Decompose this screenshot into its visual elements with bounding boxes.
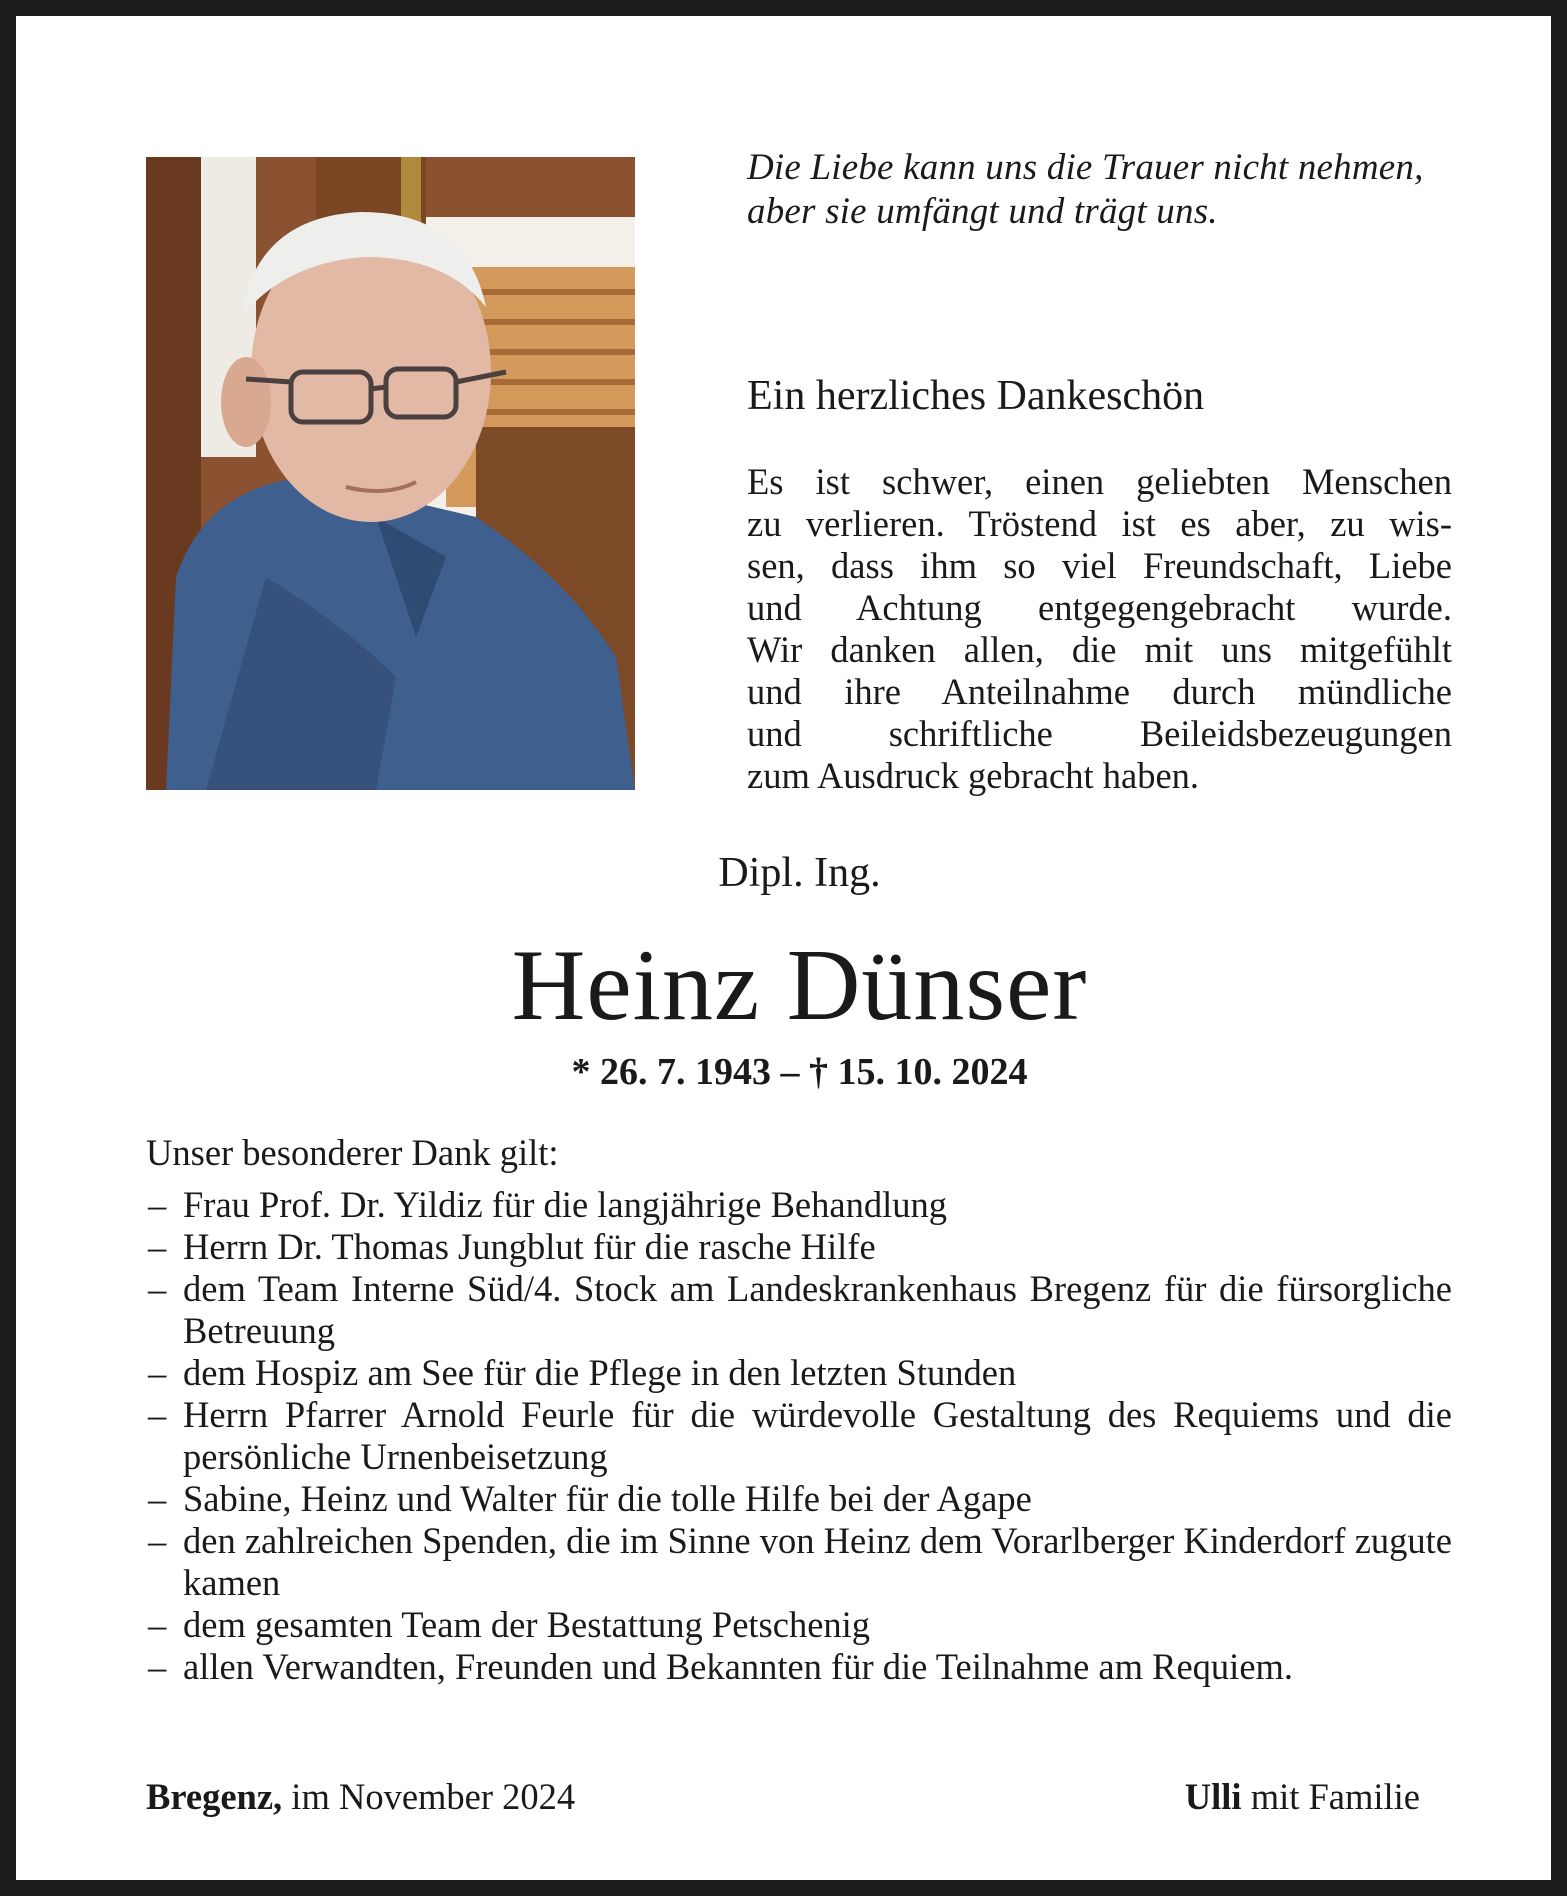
thank-you-body bbox=[747, 461, 1452, 797]
body-line: Es ist schwer, einen geliebten Menschen bbox=[747, 461, 1452, 502]
list-item: – dem Hospiz am See für die Pflege in den letzten Stunden bbox=[148, 1352, 1017, 1393]
body-line: sen, dass ihm so viel Freundschaft, Liebe bbox=[747, 545, 1452, 586]
thanks-intro: Unser besonderer Dank gilt: bbox=[146, 1132, 559, 1173]
list-item: – dem Team Interne Süd/4. Stock am Landeskrankenhaus Bregenz für die fürsorgliche Betreuung bbox=[148, 1268, 1452, 1351]
body-line: zu verlieren. Tröstend ist es aber, zu wis- bbox=[747, 503, 1452, 544]
deceased-name: Heinz Dünser bbox=[511, 929, 1088, 1042]
place: Bregenz, bbox=[146, 1776, 283, 1817]
list-item: – den zahlreichen Spenden, die im Sinne von Heinz dem Vorarlberger Kinderdorf zugute kamen bbox=[148, 1520, 1452, 1603]
life-dates: * 26. 7. 1943 – † 15. 10. 2024 bbox=[571, 1051, 1028, 1093]
list-item: – allen Verwandten, Freunden und Bekannten für die Teilnahme am Requiem. bbox=[148, 1646, 1294, 1687]
body-line: Wir danken allen, die mit uns mitgefühlt bbox=[747, 629, 1452, 670]
portrait-photo bbox=[146, 157, 635, 790]
signer-name: Ulli bbox=[1184, 1776, 1242, 1817]
quote bbox=[747, 146, 1477, 234]
body-line: zum Ausdruck gebracht haben. bbox=[747, 755, 1200, 796]
body-line: und schriftliche Beileidsbezeugungen bbox=[747, 713, 1452, 754]
list-item: – dem gesamten Team der Bestattung Petschenig bbox=[148, 1604, 871, 1645]
date: im November 2024 bbox=[291, 1776, 576, 1817]
place-and-date bbox=[146, 1776, 575, 1818]
thank-you-heading: Ein herzliches Dankeschön bbox=[747, 373, 1205, 419]
signature bbox=[1185, 1776, 1420, 1818]
signer-suffix: mit Familie bbox=[1250, 1776, 1420, 1817]
quote-line-1: Die Liebe kann uns die Trauer nicht nehmen, bbox=[747, 147, 1424, 188]
list-item: – Herrn Pfarrer Arnold Feurle für die würdevolle Gestaltung des Requiems und die persönliche Urnenbeisetzung bbox=[148, 1394, 1452, 1477]
body-line: und Achtung entgegengebracht wurde. bbox=[747, 587, 1452, 628]
quote-line-2: aber sie umfängt und trägt uns. bbox=[747, 191, 1218, 232]
list-item: – Herrn Dr. Thomas Jungblut für die rasche Hilfe bbox=[148, 1226, 876, 1267]
list-item: – Sabine, Heinz und Walter für die tolle Hilfe bei der Agape bbox=[148, 1478, 1032, 1519]
thanks-list bbox=[146, 1184, 1452, 1688]
body-line: und ihre Anteilnahme durch mündliche bbox=[747, 671, 1452, 712]
academic-title: Dipl. Ing. bbox=[718, 850, 881, 896]
list-item: – Frau Prof. Dr. Yildiz für die langjährige Behandlung bbox=[148, 1184, 947, 1225]
